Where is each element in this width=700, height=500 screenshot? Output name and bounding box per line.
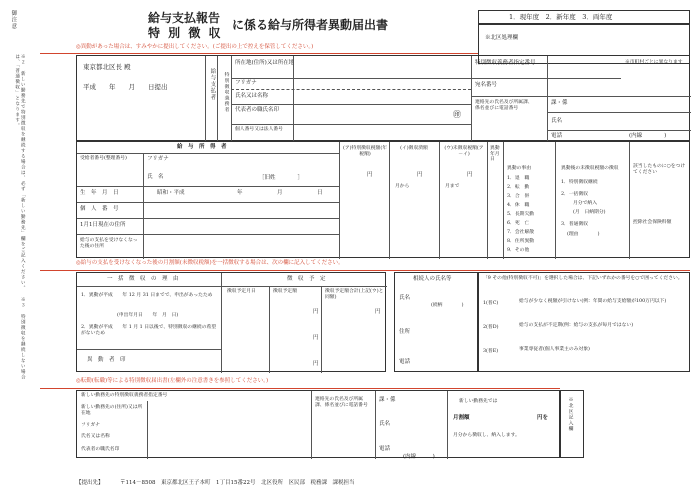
reason-title: 異動の事由 [507,166,531,171]
payer-section [76,55,690,141]
reason-9[interactable]: 9．その他 [507,248,530,253]
title-main: に係る給与所得者異動届出書 [232,18,389,32]
label-jan1: 1月1日現在の住所 [80,222,126,228]
lump-item-2[interactable]: 2．異動が平成 年 1 月 1 日以後で、特別徴収の継続の希望がないため [81,325,217,336]
divider [389,142,390,259]
divider [269,286,270,373]
new-rep: 代表者の職氏名印 [81,447,120,452]
new-shimei: 氏名 [379,421,391,427]
lumpsum-section [76,272,386,372]
kinoshu-note: 該当したものに○をつけてください [633,164,686,175]
section1-notice: ◎異動があった場合は、すみやかに提出してください。(ご提出の上で控えを保管してください。) [76,44,314,50]
divider [471,78,621,79]
tokucho-side-label: 特別徴収義務者 [223,72,229,113]
divider [77,286,387,287]
kita-entry-box [560,390,584,458]
divider [77,218,339,219]
heir-relation: (続柄 ) [431,303,464,308]
ordinary-title: 「9 その他(特別徴収不可)」を選択した場合は、下記いずれかの番号を○で囲ってください。 [483,276,683,281]
reason-4[interactable]: 4．休 職 [507,203,530,208]
monthly-label: 月割額 [453,415,470,421]
divider [293,56,294,142]
label-shimei: 氏名 [551,118,563,124]
label-birthday: 生 年 月 日 [80,190,119,196]
kojo-label: 控除社会保険料額 [633,220,672,225]
from-month: 月から [395,184,410,189]
notice-column [4,6,32,458]
yen-plan-total: 円 [375,309,381,315]
year-options[interactable]: 1．現年度 2．新年度 3．両年度 [509,13,613,21]
naisen: (内線 ) [629,133,667,139]
divider [77,153,339,154]
label-contact: 連絡先の氏名及び所属課、係名並びに電話番号 [475,100,533,111]
heir-phone: 電話 [399,359,411,365]
employee-header: 給 与 所 得 者 [177,144,227,150]
label-address-no: 宛名番号 [475,82,498,88]
label-ka: 課・係 [551,100,568,106]
lump-item-1[interactable]: 1．異動が平成 年 12 月 31 日までで、申出があったため [81,293,213,298]
heir-title: 相続人の氏名等 [413,276,452,282]
plan-month: 徴収予定月日 [227,289,256,294]
to-month: 月まで [445,184,460,189]
new-ka: 課・係 [379,397,396,403]
office-use-label: ※北区処理欄 [485,35,519,41]
reason-1[interactable]: 1．退 職 [507,176,530,181]
heir-address: 住所 [399,329,411,335]
yen-i: 円 [417,172,423,178]
divider [231,104,471,105]
divider [471,96,691,97]
divider [439,142,440,259]
label-personal-no: 個人番号又は法人番号 [235,127,283,132]
ordinary-no-2[interactable]: 2(普D) [483,325,499,330]
col-plan: 徴 収 予 定 [287,276,326,282]
col-a: (ア)特別徴収税額(年税額) [343,146,387,157]
divider [143,153,144,259]
label-furigana2: フリガナ [147,156,169,162]
after-opt-3[interactable]: 3．普通徴収 [561,222,589,227]
divider [321,286,322,373]
new-furigana: フリガナ [81,423,100,428]
transfer-section [76,390,560,458]
divider [547,112,691,113]
label-phone: 電話 [551,133,563,139]
col-u: (ウ)未徴収税額(ア－イ) [444,146,484,157]
divider [147,401,148,459]
ordinary-section [478,272,690,372]
ordinary-no-3[interactable]: 3(普E) [483,349,499,354]
notice-heading: 御注意 [10,10,17,30]
divider [547,56,548,96]
section1-redline [40,53,478,54]
label-personal-no2: 個 人 番 号 [80,206,119,212]
new-tokucho-no: 新しい勤務先の特別徴収義務者指定番号 [81,393,168,398]
new-phone: 電話 [379,446,391,452]
ordinary-1: 給与が少なく税額が引けない(例：年間の給与支給額が100万円以下) [519,299,667,304]
month-label: 月 [277,190,283,196]
col-reason: 一 括 徴 収 の 理 由 [107,276,179,282]
after-title: 異動後の未徴収税額の徴収 [561,166,619,171]
col-date: 異動年月日 [490,146,500,163]
new-name: 氏名又は名称 [81,434,110,439]
reason-5[interactable]: 5．長期欠勤 [507,212,535,217]
label-recipient-no: 受給者番号(整理番号) [80,156,127,161]
divider [547,96,548,142]
new-contact: 連絡先の氏名及び所属課、係名並びに電話番号 [315,397,368,408]
title-line1: 給与支払報告 [148,11,221,25]
divider [231,56,232,142]
footer-submit: 【提出先】 [76,480,104,486]
seal-mark: ㊞ [453,110,461,119]
section4-notice: ◎転勤(転職)等による特別徴収届出書(左欄外の注意書きを参照してください。) [76,378,269,384]
monthly-yen: 円を [537,415,549,421]
ordinary-3: 事業専従者(個人事業主のみ対象) [519,347,590,352]
divider [339,142,340,259]
heir-name: 氏名 [399,295,411,301]
employee-section [76,141,690,258]
yen-a: 円 [367,172,373,178]
label-address: 所在地(住所)又は所在地 [235,60,295,66]
lump-item-1b: (申出年月日 年 月 日) [117,313,179,318]
yen-plan-2: 円 [313,335,319,341]
reason-8[interactable]: 8．住所異動 [507,239,535,244]
plan-amount: 徴収予定額 [273,289,297,294]
divider [77,349,221,350]
label-after-address: 給与の支払を受けなくなった後の住所 [80,238,138,249]
divider [629,142,630,259]
transfer-seal: 異 動 者 印 [87,357,126,363]
monthly-from: 月分から徴収し、納入します。 [453,433,520,438]
divider [503,142,504,259]
notice-body: ※２ 新しい勤務先で特別徴収を継続する場合は、必ず「新しい勤務先」欄をご記入ください。 ※３ 特別徴収を継続しない場合は、「普通徴収」となります。 [14,54,26,380]
addressee: 東京都北区長 殿 [83,63,131,71]
heir-section [394,272,478,372]
city-note: ※市町村ごとに異なります [625,60,683,65]
label-rep: 代表者の職氏名印 [235,107,280,113]
divider [77,186,339,187]
divider [487,142,488,259]
new-naisen: (内線 ) [403,454,435,460]
col-i: (イ)徴収済額 [400,146,428,151]
divider [231,78,471,79]
divider [447,391,448,459]
divider [311,391,312,459]
ordinary-no-1[interactable]: 1(普C) [483,301,499,306]
new-address: 新しい勤務先の(住所)又は所在地 [81,405,143,416]
new-payer-note: 新しい勤務先では [459,399,498,404]
footer-address: 〒114－8508 東京都北区王子本町 1丁目15番22号 北区役所 区民部 税務課 課税担当 [120,480,355,486]
plan-note: 徴収予定額合計(上記(ウ)と同額) [325,289,384,300]
era[interactable]: 昭和・平成 [157,190,185,196]
reason-3[interactable]: 3．合 併 [507,194,530,199]
divider [555,142,556,259]
after-opt-3a: (理由 ) [567,232,600,237]
year-label: 年 [237,190,243,196]
divider [231,89,471,90]
divider [205,56,206,142]
after-opt-2b: (月 日納期分) [573,210,606,215]
ordinary-2: 給与の支払が不定期(例：給与の支払が毎月ではない) [519,323,634,328]
title-line2: 特 別 徴 収 [148,26,223,40]
divider [471,56,472,142]
after-opt-2a: 月分で納入 [573,201,597,206]
divider [217,56,218,142]
divider [547,130,691,131]
reason-6[interactable]: 6．死 亡 [507,221,530,226]
divider [221,273,222,373]
reason-7[interactable]: 7．会社解散 [507,230,535,235]
after-opt-1[interactable]: 1．特別徴収継続 [561,180,598,185]
section3-notice: ◎給与の支払を受けなくなった後の月割額(未徴収税額)を一括徴収する場合は、次の欄に記入してください。 [76,260,344,266]
yen-u: 円 [467,172,473,178]
old-name: ［旧姓 ］ [259,175,304,181]
label-tokucho-no: 特別徴収義務者指定番号 [475,60,536,66]
reason-2[interactable]: 2．転 勤 [507,185,530,190]
section4-redline [40,388,560,389]
submit-date[interactable]: 平成 年 月 日提出 [83,83,168,91]
section3-redline [40,270,690,271]
divider [231,124,471,125]
kita-entry-label: ※北区記入欄 [567,397,573,432]
yen-plan-3: 円 [313,361,319,367]
after-opt-2[interactable]: 2．一括徴収 [561,192,589,197]
payer-side-label: 給与支払者 [209,68,216,101]
yen-plan-1: 円 [313,309,319,315]
divider [77,234,339,235]
divider [375,391,376,459]
label-name: 氏名又は名称 [235,93,269,99]
divider [77,202,339,203]
day-label: 日 [317,190,323,196]
year-options-box [478,10,690,24]
label-emp-name: 氏 名 [147,174,164,180]
label-furigana: フリガナ [235,80,257,86]
